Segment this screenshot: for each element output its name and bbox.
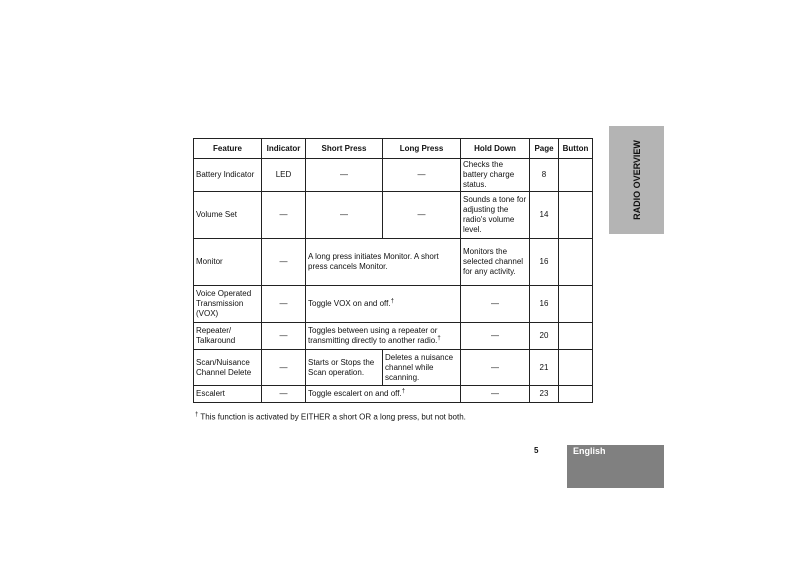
- hold-down-cell: —: [461, 350, 530, 386]
- footnote: [195, 412, 466, 422]
- header-hold-down: Hold Down: [461, 139, 530, 159]
- press-text: Toggles between using a repeater or transmitting directly to another radio.: [308, 326, 438, 345]
- press-text: Toggle escalert on and off.: [308, 389, 402, 398]
- footnote-text: This function is activated by EITHER a short OR a long press, but not both.: [200, 412, 466, 422]
- table-row: [194, 192, 593, 239]
- short-press-cell: Starts or Stops the Scan operation.: [306, 350, 383, 386]
- hold-down-cell: —: [461, 286, 530, 323]
- page-cell: 16: [530, 239, 559, 286]
- hold-down-cell: Monitors the selected channel for any activity.: [461, 239, 530, 286]
- language-tab: [567, 445, 664, 488]
- indicator-cell: —: [262, 323, 306, 350]
- feature-cell: Voice Operated Transmission (VOX): [194, 286, 262, 323]
- header-indicator: Indicator: [262, 139, 306, 159]
- feature-cell: Volume Set: [194, 192, 262, 239]
- press-cell: [306, 286, 461, 323]
- page-cell: 16: [530, 286, 559, 323]
- table-row: [194, 239, 593, 286]
- page-cell: 23: [530, 386, 559, 403]
- button-cell: [559, 286, 593, 323]
- feature-cell: Repeater/ Talkaround: [194, 323, 262, 350]
- section-tab-label: RADIO OVERVIEW: [631, 140, 642, 220]
- page-cell: 21: [530, 350, 559, 386]
- dagger-mark: †: [390, 298, 394, 305]
- indicator-cell: —: [262, 192, 306, 239]
- table-row: [194, 386, 593, 403]
- header-button: Button: [559, 139, 593, 159]
- table-row: [194, 159, 593, 192]
- table-header-row: [194, 139, 593, 159]
- table-row: [194, 286, 593, 323]
- hold-down-cell: Sounds a tone for adjusting the radio's volume level.: [461, 192, 530, 239]
- button-cell: [559, 159, 593, 192]
- indicator-cell: —: [262, 350, 306, 386]
- page-cell: 8: [530, 159, 559, 192]
- table-row: [194, 323, 593, 350]
- header-page: Page: [530, 139, 559, 159]
- long-press-cell: Deletes a nuisance channel while scanning.: [383, 350, 461, 386]
- hold-down-cell: Checks the battery charge status.: [461, 159, 530, 192]
- press-cell: A long press initiates Monitor. A short press cancels Monitor.: [306, 239, 461, 286]
- page-number: 5: [534, 446, 539, 455]
- feature-cell: Escalert: [194, 386, 262, 403]
- button-cell: [559, 386, 593, 403]
- hold-down-cell: —: [461, 323, 530, 350]
- dagger-mark: †: [437, 335, 441, 342]
- press-text: Toggle VOX on and off.: [308, 299, 391, 308]
- indicator-cell: —: [262, 286, 306, 323]
- header-long-press: Long Press: [383, 139, 461, 159]
- page-cell: 14: [530, 192, 559, 239]
- feature-cell: Battery Indicator: [194, 159, 262, 192]
- page-cell: 20: [530, 323, 559, 350]
- long-press-cell: —: [383, 192, 461, 239]
- feature-table: [193, 138, 593, 403]
- header-feature: Feature: [194, 139, 262, 159]
- feature-cell: Scan/Nuisance Channel Delete: [194, 350, 262, 386]
- long-press-cell: —: [383, 159, 461, 192]
- press-cell: [306, 323, 461, 350]
- short-press-cell: —: [306, 192, 383, 239]
- press-cell: [306, 386, 461, 403]
- button-cell: [559, 350, 593, 386]
- table-row: [194, 350, 593, 386]
- indicator-cell: —: [262, 239, 306, 286]
- footnote-dagger: †: [195, 412, 199, 418]
- short-press-cell: —: [306, 159, 383, 192]
- hold-down-cell: —: [461, 386, 530, 403]
- feature-cell: Monitor: [194, 239, 262, 286]
- button-cell: [559, 239, 593, 286]
- indicator-cell: LED: [262, 159, 306, 192]
- section-tab: [609, 126, 664, 234]
- language-tab-label: English: [573, 446, 606, 456]
- dagger-mark: †: [401, 388, 406, 395]
- button-cell: [559, 323, 593, 350]
- header-short-press: Short Press: [306, 139, 383, 159]
- button-cell: [559, 192, 593, 239]
- indicator-cell: —: [262, 386, 306, 403]
